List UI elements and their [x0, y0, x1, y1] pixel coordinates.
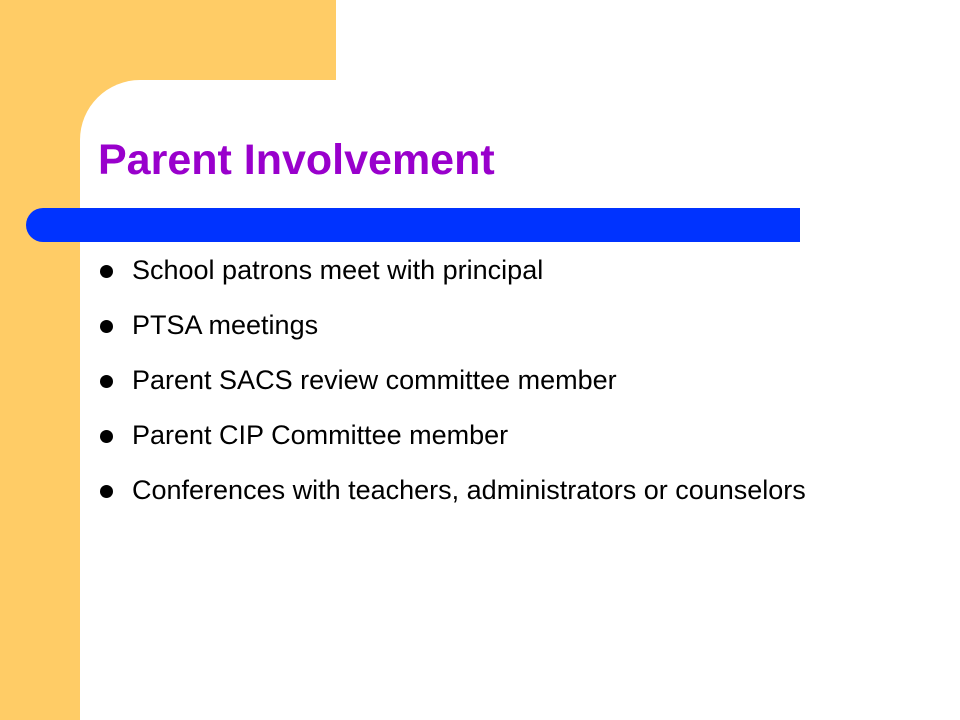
bullet-text: Parent CIP Committee member — [132, 420, 509, 450]
title-underline-bar — [26, 208, 800, 242]
bullet-icon — [100, 265, 113, 278]
accent-left-band — [0, 0, 80, 720]
bullet-text: PTSA meetings — [132, 310, 319, 340]
bullet-text: Conferences with teachers, administrators or counselors — [132, 475, 806, 505]
slide-title: Parent Involvement — [98, 136, 495, 184]
bullet-item — [98, 254, 898, 287]
bullet-icon — [100, 485, 113, 498]
bullet-item — [98, 309, 898, 342]
accent-top-band — [0, 0, 336, 80]
bullet-item — [98, 364, 898, 397]
bullet-icon — [100, 320, 113, 333]
bullet-list — [98, 254, 898, 529]
bullet-item — [98, 419, 898, 452]
bullet-item — [98, 474, 898, 507]
bullet-text: School patrons meet with principal — [132, 255, 544, 285]
bullet-icon — [100, 430, 113, 443]
bullet-icon — [100, 375, 113, 388]
bullet-text: Parent SACS review committee member — [132, 365, 617, 395]
